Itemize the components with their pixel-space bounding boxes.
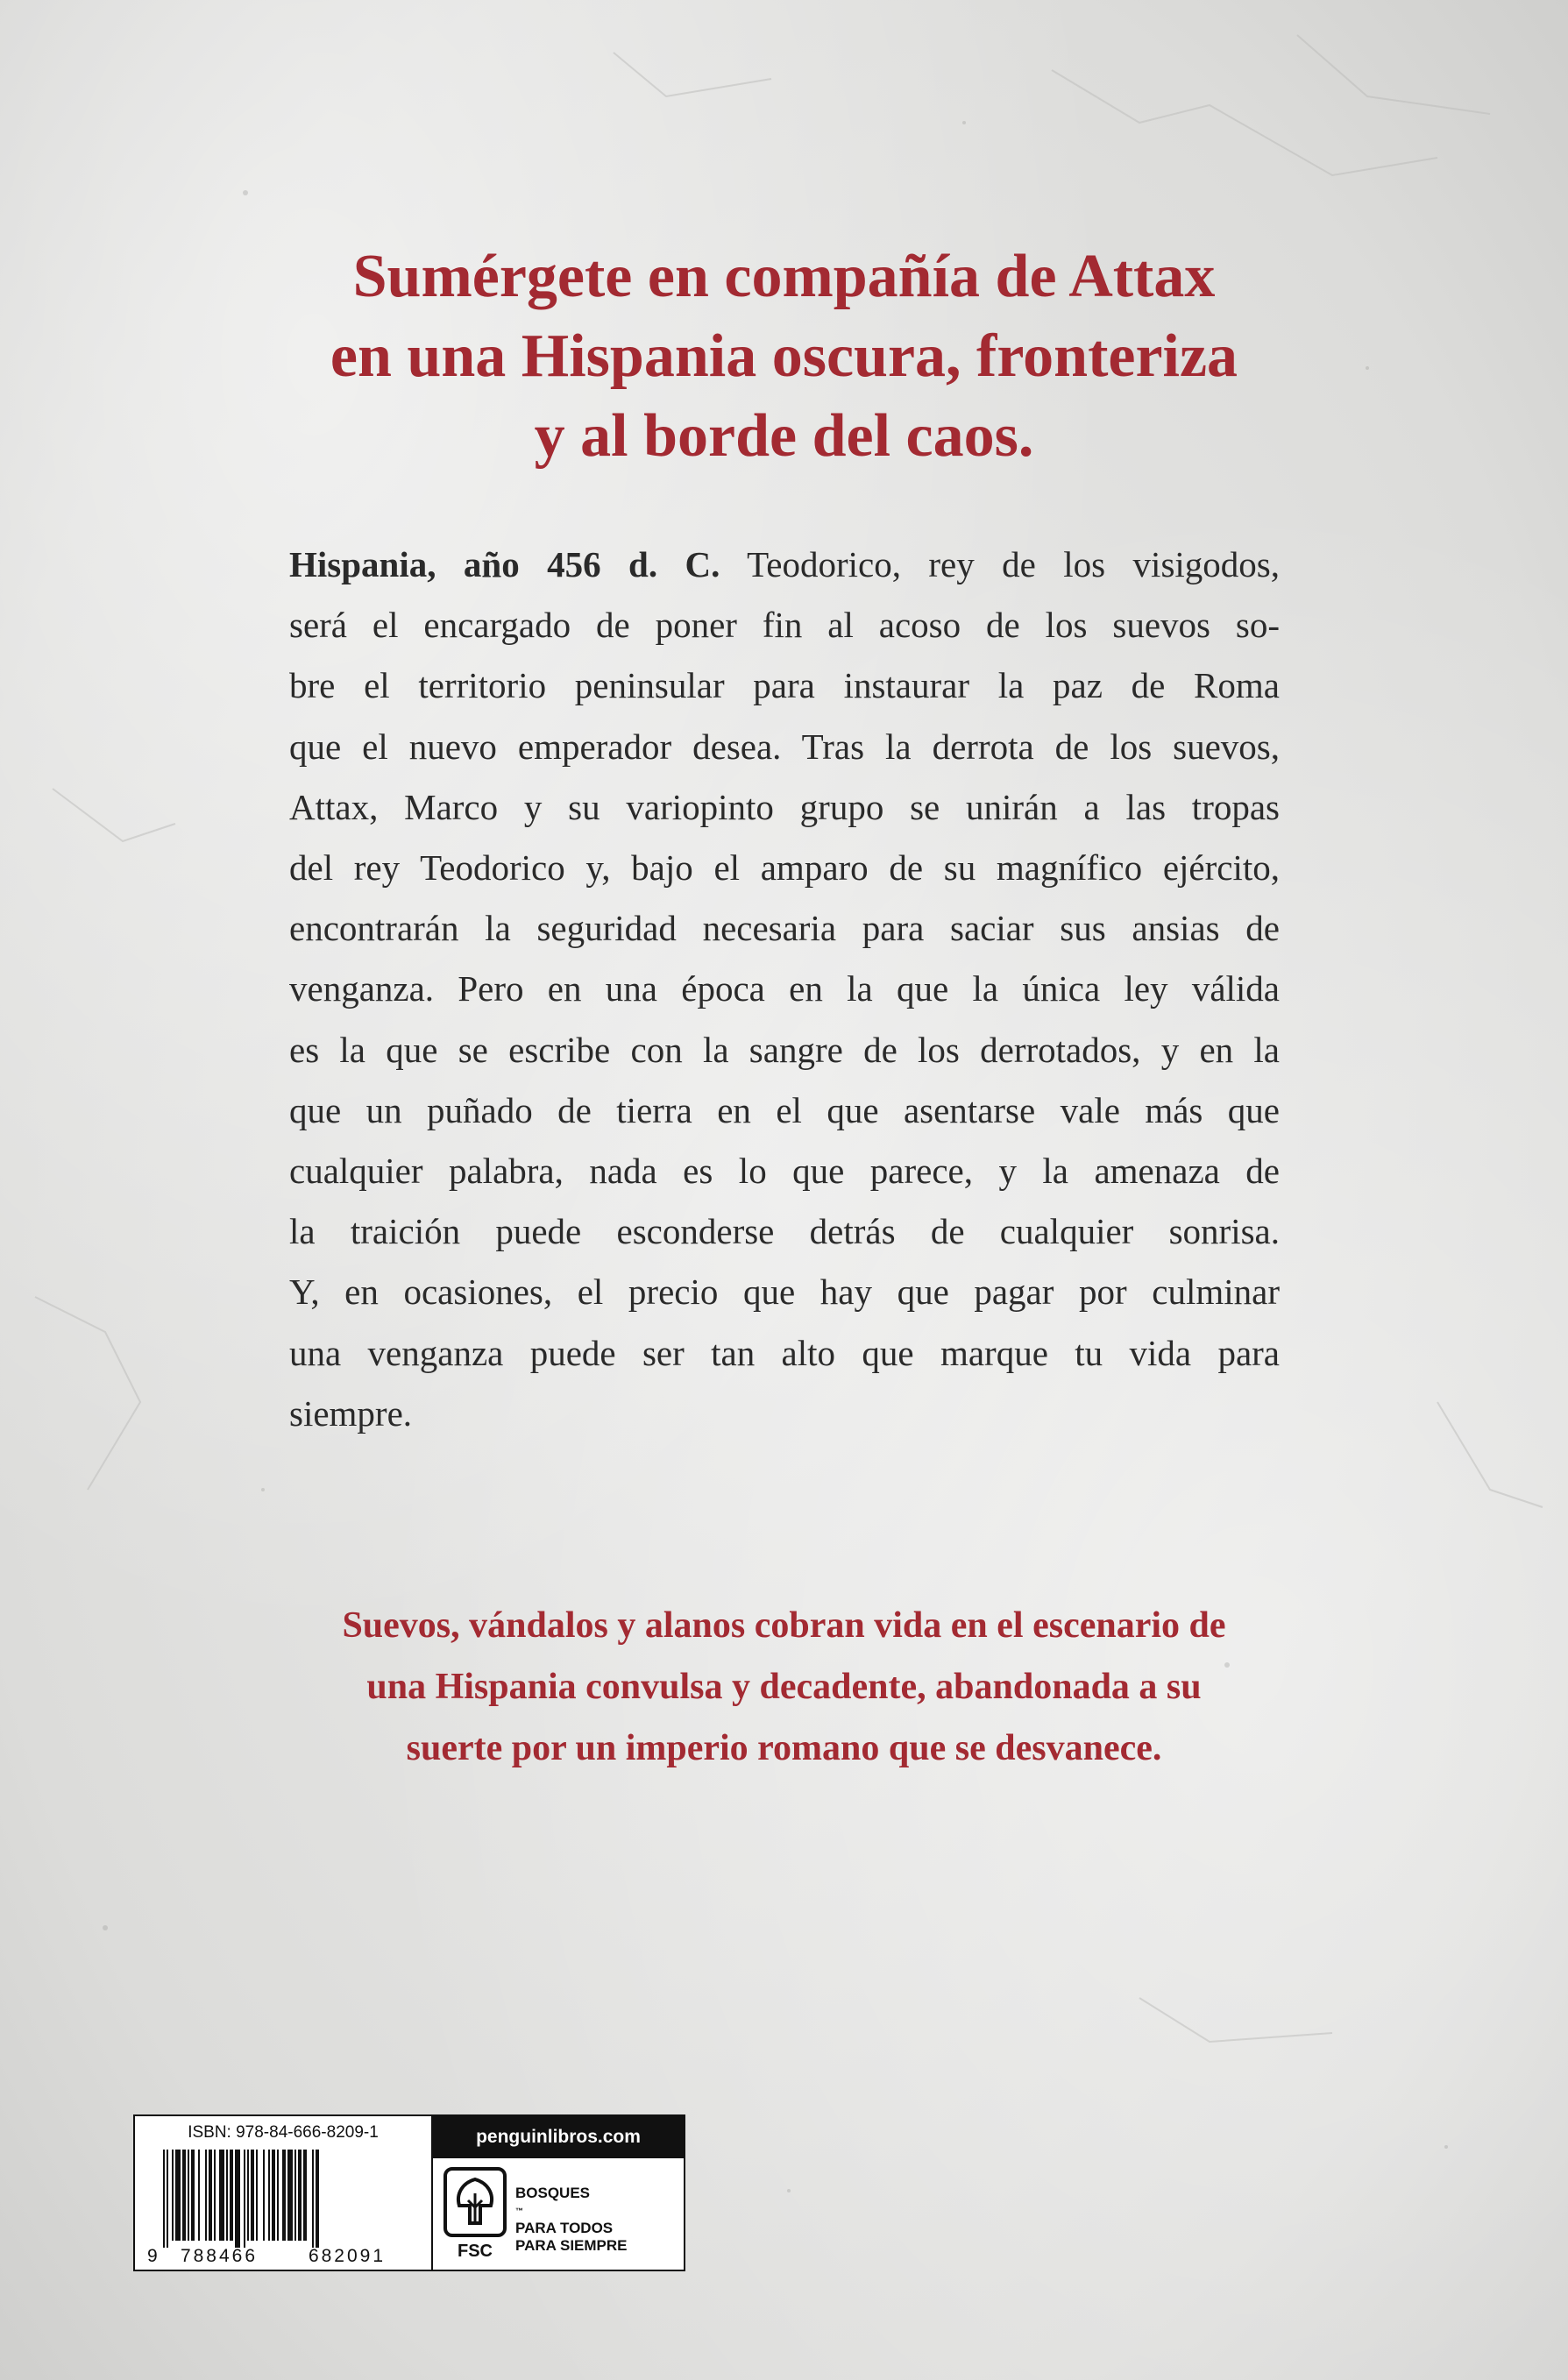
headline-line: Sumérgete en compañía de Attax xyxy=(352,243,1216,310)
synopsis-lead-rest: Teodorico, rey de los visigodos, xyxy=(720,544,1280,584)
fsc-mark: FSC xyxy=(458,2242,493,2261)
headline-line: y al borde del caos. xyxy=(534,402,1034,470)
synopsis-line: encontrarán la seguridad necesaria para saciar sus ansias de xyxy=(289,908,1280,949)
headline xyxy=(123,237,1445,476)
fsc-line-text: BOSQUES xyxy=(515,2185,591,2201)
isbn-label: ISBN: 978-84-666-8209-1 xyxy=(188,2123,379,2142)
synopsis xyxy=(289,535,1280,1444)
synopsis-line: del rey Teodorico y, bajo el amparo de su magnífico ejército, xyxy=(289,847,1280,889)
barcode-first-digit: 9 xyxy=(147,2246,158,2265)
closing-line: suerte por un imperio romano que se desvanece. xyxy=(406,1728,1162,1768)
isbn-barcode-box xyxy=(133,2114,433,2271)
synopsis-line: bre el territorio peninsular para instaurar la paz de Roma xyxy=(289,665,1280,706)
publisher-url[interactable]: penguinlibros.com xyxy=(433,2116,684,2158)
closing-line: una Hispania convulsa y decadente, abandonada a su xyxy=(366,1667,1202,1707)
closing-line: Suevos, vándalos y alanos cobran vida en el escenario de xyxy=(342,1605,1226,1646)
synopsis-line: será el encargado de poner fin al acoso de los suevos so- xyxy=(289,605,1280,646)
barcode xyxy=(144,2150,422,2265)
closing-tagline xyxy=(263,1595,1305,1779)
synopsis-line: que el nuevo emperador desea. Tras la derrota de los suevos, xyxy=(289,726,1280,767)
fsc-slogan xyxy=(515,2185,673,2255)
synopsis-line: una venganza puede ser tan alto que marque tu vida para xyxy=(289,1332,1280,1373)
synopsis-line: siempre. xyxy=(289,1392,413,1434)
trademark-mark: ™ xyxy=(515,2206,523,2215)
fsc-tree-icon xyxy=(443,2167,507,2263)
synopsis-line xyxy=(289,535,1280,595)
synopsis-line: que un puñado de tierra en el que asentarse vale más que xyxy=(289,1089,1280,1130)
synopsis-line: es la que se escribe con la sangre de los derrotados, y en la xyxy=(289,1029,1280,1070)
fsc-line: PARA SIEMPRE xyxy=(515,2237,628,2254)
barcode-right-digits: 682091 xyxy=(308,2246,387,2265)
synopsis-line: Attax, Marco y su variopinto grupo se unirán a las tropas xyxy=(289,786,1280,827)
synopsis-line: cualquier palabra, nada es lo que parece, y la amenaza de xyxy=(289,1151,1280,1192)
synopsis-line: la traición puede esconderse detrás de cualquier sonrisa. xyxy=(289,1211,1280,1252)
synopsis-lead: Hispania, año 456 d. C. xyxy=(289,544,720,584)
barcode-left-digits: 788466 xyxy=(180,2246,259,2265)
fsc-line xyxy=(515,2185,673,2220)
synopsis-line: Y, en ocasiones, el precio que hay que pagar por culminar xyxy=(289,1271,1280,1313)
synopsis-line: venganza. Pero en una época en la que la única ley válida xyxy=(289,968,1280,1009)
publisher-box xyxy=(431,2114,685,2271)
fsc-line: PARA TODOS xyxy=(515,2220,614,2236)
headline-line: en una Hispania oscura, fronteriza xyxy=(330,322,1238,390)
